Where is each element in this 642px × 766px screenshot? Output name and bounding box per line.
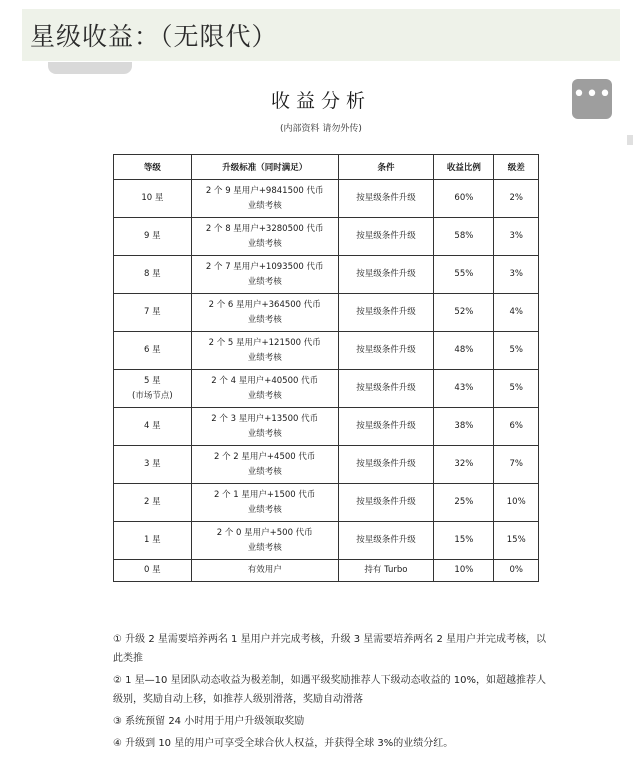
cell-level-difference: 6%: [494, 408, 539, 446]
cell-level: [114, 218, 192, 256]
cell-level: [114, 408, 192, 446]
cell-earning-ratio: 32%: [434, 446, 494, 484]
table-row: [114, 522, 539, 560]
standard-requirement: 2 个 6 星用户+364500 代币: [208, 299, 321, 310]
note-1: ① 升级 2 星需要培养两名 1 星用户并完成考核，升级 3 星需要培养两名 2 星用户并完成考核，以此类推: [113, 634, 547, 664]
cell-level-difference: 5%: [494, 370, 539, 408]
header-condition: 条件: [338, 155, 434, 180]
table-header-row: [114, 155, 539, 180]
document-edge: [627, 135, 633, 145]
cell-earning-ratio: 38%: [434, 408, 494, 446]
level-text: 10 星: [141, 193, 164, 203]
cell-level: [114, 180, 192, 218]
standard-requirement: 2 个 5 星用户+121500 代币: [208, 337, 321, 348]
cell-earning-ratio: 25%: [434, 484, 494, 522]
standard-review: 业绩考核: [247, 466, 282, 477]
standard-review: 业绩考核: [247, 504, 282, 515]
level-text: 3 星: [144, 459, 161, 469]
standard-review: 业绩考核: [247, 238, 282, 249]
cell-level: [114, 256, 192, 294]
standard-review: 业绩考核: [247, 390, 282, 401]
cell-upgrade-standard: 有效用户: [191, 560, 338, 582]
cell-condition: 按星级条件升级: [338, 256, 434, 294]
cell-level-difference: 15%: [494, 522, 539, 560]
document-title: 收益分析: [270, 90, 371, 112]
cell-earning-ratio: 15%: [434, 522, 494, 560]
cell-level-difference: 0%: [494, 560, 539, 582]
cell-earning-ratio: 55%: [434, 256, 494, 294]
cell-level-difference: 7%: [494, 446, 539, 484]
cell-earning-ratio: 60%: [434, 180, 494, 218]
notes: [113, 630, 553, 756]
cell-upgrade-standard: [191, 218, 338, 256]
standard-requirement: 2 个 3 星用户+13500 代币: [211, 413, 319, 424]
header-level-difference: 级差: [494, 155, 539, 180]
standard-requirement: 2 个 7 星用户+1093500 代币: [205, 261, 324, 272]
standard-requirement: 2 个 8 星用户+3280500 代币: [205, 223, 324, 234]
level-text: 9 星: [144, 231, 161, 241]
standard-review: 业绩考核: [247, 314, 282, 325]
banner-title: 星级收益：（无限代）: [30, 22, 278, 51]
level-text: 7 星: [144, 307, 161, 317]
level-text: 8 星: [144, 269, 161, 279]
cell-earning-ratio: 10%: [434, 560, 494, 582]
cell-upgrade-standard: [191, 256, 338, 294]
cell-level-difference: 3%: [494, 256, 539, 294]
cell-earning-ratio: 52%: [434, 294, 494, 332]
cell-condition: 按星级条件升级: [338, 218, 434, 256]
more-dots-icon: •••: [572, 82, 612, 107]
note-3: ③ 系统预留 24 小时用于用户升级领取奖励: [113, 716, 305, 727]
standard-review: 业绩考核: [247, 542, 282, 553]
cell-upgrade-standard: [191, 332, 338, 370]
cell-condition: 按星级条件升级: [338, 180, 434, 218]
standard-review: 业绩考核: [247, 276, 282, 287]
cell-upgrade-standard: [191, 408, 338, 446]
cell-condition: 按星级条件升级: [338, 522, 434, 560]
cell-upgrade-standard: [191, 294, 338, 332]
table-row: [114, 256, 539, 294]
cell-condition: 按星级条件升级: [338, 370, 434, 408]
table-row: [114, 408, 539, 446]
earnings-table: [113, 154, 539, 582]
table-row: [114, 446, 539, 484]
cell-upgrade-standard: [191, 446, 338, 484]
standard-review: 业绩考核: [247, 200, 282, 211]
title-banner: [22, 9, 620, 61]
tab-stub: [48, 62, 132, 74]
cell-upgrade-standard: [191, 484, 338, 522]
cell-level: 0 星: [114, 560, 192, 582]
cell-upgrade-standard: [191, 370, 338, 408]
cell-level-difference: 3%: [494, 218, 539, 256]
cell-earning-ratio: 48%: [434, 332, 494, 370]
note-2: ② 1 星—10 星团队动态收益为极差制，如遇平级奖励推荐人下级动态收益的 10%，如超越推荐人级别，奖励自动上移，如推荐人级别滑落，奖励自动滑落: [113, 675, 546, 705]
table-row: [114, 294, 539, 332]
table-row: [114, 218, 539, 256]
cell-upgrade-standard: [191, 522, 338, 560]
header-earning-ratio: 收益比例: [434, 155, 494, 180]
cell-condition: 按星级条件升级: [338, 446, 434, 484]
cell-condition: 按星级条件升级: [338, 294, 434, 332]
cell-level: [114, 370, 192, 408]
table-row: [114, 484, 539, 522]
cell-condition: 按星级条件升级: [338, 408, 434, 446]
cell-level: [114, 446, 192, 484]
cell-level-difference: 4%: [494, 294, 539, 332]
standard-review: 业绩考核: [247, 428, 282, 439]
cell-condition: 持有 Turbo: [338, 560, 434, 582]
table-row: [114, 332, 539, 370]
level-note: (市场节点): [132, 390, 173, 401]
table-row: [114, 370, 539, 408]
standard-requirement: 2 个 1 星用户+1500 代币: [214, 489, 316, 500]
standard-requirement: 2 个 2 星用户+4500 代币: [214, 451, 316, 462]
table-row: [114, 180, 539, 218]
cell-upgrade-standard: [191, 180, 338, 218]
table-row: [114, 560, 539, 582]
standard-review: 业绩考核: [247, 352, 282, 363]
cell-earning-ratio: 58%: [434, 218, 494, 256]
cell-condition: 按星级条件升级: [338, 332, 434, 370]
cell-level: [114, 522, 192, 560]
cell-level: [114, 332, 192, 370]
cell-condition: 按星级条件升级: [338, 484, 434, 522]
header-level: 等级: [114, 155, 192, 180]
cell-level: [114, 484, 192, 522]
standard-requirement: 2 个 0 星用户+500 代币: [216, 527, 313, 538]
standard-requirement: 2 个 9 星用户+9841500 代币: [205, 185, 324, 196]
standard-requirement: 2 个 4 星用户+40500 代币: [211, 375, 319, 386]
cell-level-difference: 10%: [494, 484, 539, 522]
level-text: 6 星: [144, 345, 161, 355]
cell-level-difference: 2%: [494, 180, 539, 218]
cell-earning-ratio: 43%: [434, 370, 494, 408]
header-upgrade-standard: 升级标准（同时满足）: [191, 155, 338, 180]
cell-level: [114, 294, 192, 332]
note-4: ④ 升级到 10 星的用户可享受全球合伙人权益，并获得全球 3%的业绩分红。: [113, 738, 454, 749]
level-text: 4 星: [144, 421, 161, 431]
document-subtitle: (内部资料 请勿外传): [280, 124, 362, 134]
level-text: 2 星: [144, 497, 161, 507]
level-text: 1 星: [144, 535, 161, 545]
level-text: 5 星: [144, 375, 161, 386]
cell-level-difference: 5%: [494, 332, 539, 370]
